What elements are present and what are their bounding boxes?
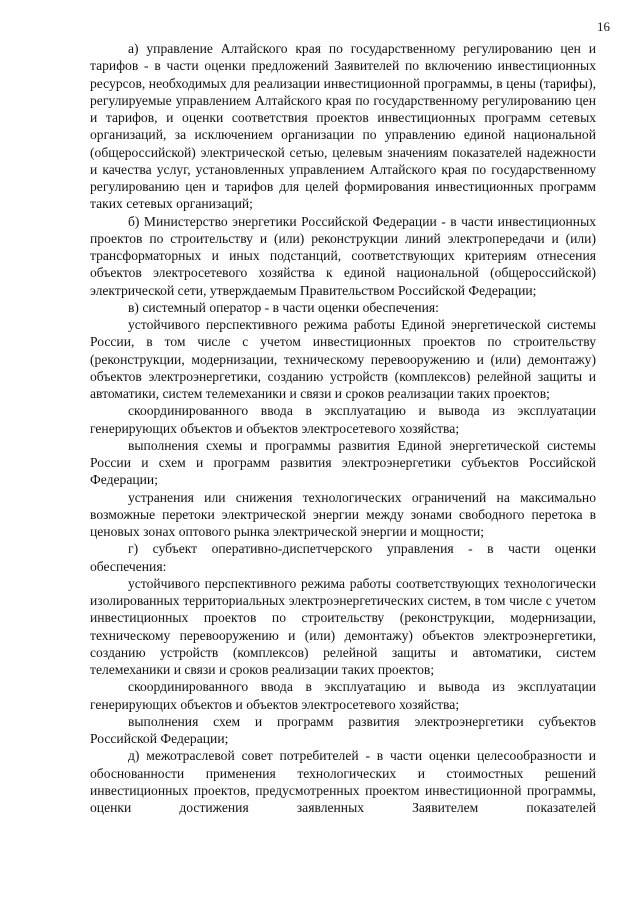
page-number: 16 [597,19,610,34]
paragraph-v-coordinated-input: скоординированного ввода в эксплуатацию и вывода из эксплуатации генерирующих объектов и объектов электросетевого хозяйства; [90,403,596,436]
paragraph-g-schemes: выполнения схем и программ развития электроэнергетики субъектов Российской Федерации; [90,713,596,746]
paragraph-b-ministry: б) Министерство энергетики Российской Федерации - в части инвестиционных проектов по строительству и (или) реконструкции линий электропередачи и (или) трансформаторных и иных подстанций, соответствующих критериям отнесения объектов электросетевого хозяйства к единой национальной (общероссийской) электрической сети, утверждаемым Правительством Российской Федерации; [90,213,596,298]
document-body [90,40,596,816]
paragraph-v-scheme-program: выполнения схемы и программы развития Единой энергетической системы России и схем и программ развития электроэнергетики субъектов Российской Федерации; [90,437,596,488]
paragraph-g-dispatch-subject: г) субъект оперативно-диспетчерского управления - в части оценки обеспечения: [90,541,596,574]
paragraph-g-coordinated-input: скоординированного ввода в эксплуатацию и вывода из эксплуатации генерирующих объектов и объектов электросетевого хозяйства; [90,679,596,712]
paragraph-v-system-operator: в) системный оператор - в части оценки обеспечения: [128,299,439,315]
paragraph-v-constraints: устранения или снижения технологических ограничений на максимально возможные перетоки электрической энергии между зонами свободного перетока в ценовых зонах оптового рынка электрической энергии и мощности; [90,489,596,539]
paragraph-a-regulator: а) управление Алтайского края по государственному регулированию цен и тарифов - в части оценки предложений Заявителей по включению инвестиционных ресурсов, необходимых для реализации инвестиционной программы, в цены (тарифы), регулируемые управлением Алтайского края по государственному регулированию цен и тарифов, и оценки соответствия проектов инвестиционных программ сетевых организаций, за исключением организации по управлению единой национальной (общероссийской) электрической сетью, целевым значениям показателей надежности и качества услуг, установленных управлением Алтайского края по государственному регулированию цен и тарифов для целей формирования инвестиционных программ таких сетевых организаций; [90,41,596,212]
paragraph-g-stable-regime: устойчивого перспективного режима работы соответствующих технологически изолированных территориальных электроэнергетических систем, в том числе с учетом инвестиционных проектов по строительству (реконструкции, модернизации, техническому перевооружению и (или) демонтажу) объектов электроэнергетики, созданию устройств (комплексов) релейной защиты и автоматики, систем телемеханики и связи и сроков реализации таких проектов; [90,575,596,677]
paragraph-v-stable-regime: устойчивого перспективного режима работы Единой энергетической системы России, в том числе с учетом инвестиционных проектов по строительству (реконструкции, модернизации, техническому перевооружению и (или) демонтажу) объектов электроэнергетики, созданию устройств (комплексов) релейной защиты и автоматики, систем телемеханики и связи и сроков реализации таких проектов; [90,317,596,401]
paragraph-d-consumer-council: д) межотраслевой совет потребителей - в части оценки целесообразности и обоснованности применения технологических и стоимостных решений инвестиционных проектов, предусмотренных проектом инвестиционной программы, оценки достижения заявленных Заявителем показателей [90,748,596,815]
